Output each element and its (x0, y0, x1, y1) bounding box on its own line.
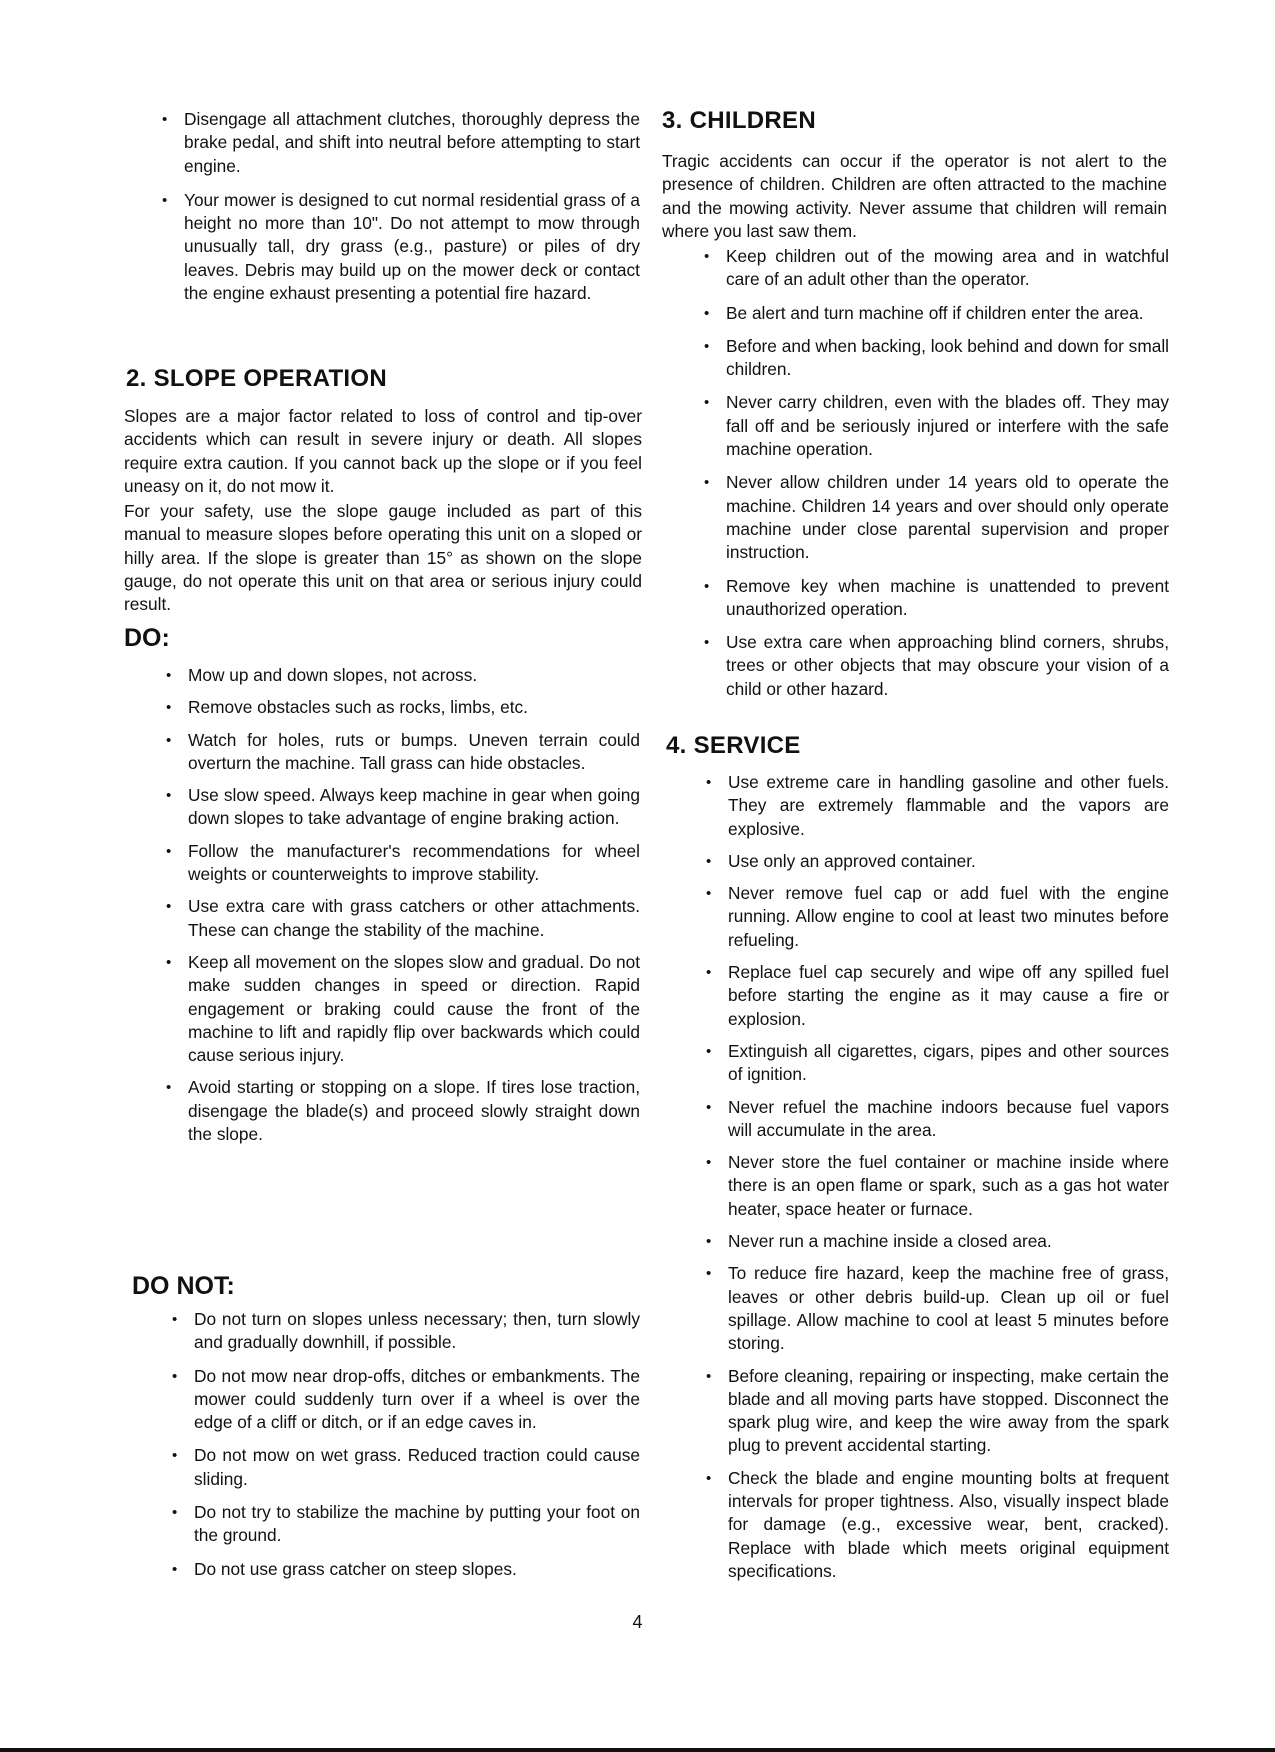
bullet-list (172, 1308, 640, 1581)
bullet-icon: • (166, 898, 172, 916)
list-item (166, 895, 640, 942)
slope-section (126, 364, 642, 394)
list-item (706, 1467, 1169, 1583)
list-item (704, 335, 1169, 382)
children-paragraph: Tragic accidents can occur if the operator is not alert to the presence of children. Children are often attracted to the machine and the mowing activity. Never assume that children will remain where you last saw them. (662, 151, 1167, 241)
page-number: 4 (632, 1612, 643, 1632)
list-item-text: Remove obstacles such as rocks, limbs, etc. (188, 697, 528, 718)
list-item (172, 1558, 640, 1581)
list-item-text: Do not use grass catcher on steep slopes. (194, 1558, 517, 1579)
bullet-list (162, 108, 640, 305)
list-item (706, 1365, 1169, 1458)
bullet-icon: • (706, 852, 712, 870)
list-item-text: Before and when backing, look behind and down for small children. (726, 335, 1169, 380)
bullet-icon: • (166, 787, 172, 805)
list-item-text: Do not mow near drop-offs, ditches or embankments. The mower could suddenly turn over if a wheel is over the edge of a cliff or ditch, or if an edge caves in. (194, 1365, 640, 1433)
bullet-icon: • (704, 634, 710, 652)
bullet-icon: • (704, 394, 710, 412)
service-list (706, 771, 1169, 1592)
list-item-text: Check the blade and engine mounting bolts at frequent intervals for proper tightness. Also, visually inspect blade for damage (e.g., excessive wear, bent, cracked). Replace with blade which meets original equipment specifications. (728, 1467, 1169, 1581)
list-item-text: Do not turn on slopes unless necessary; then, turn slowly and gradually downhill, if possible. (194, 1309, 640, 1353)
list-item-text: Watch for holes, ruts or bumps. Uneven terrain could overturn the machine. Tall grass can hide obstacles. (188, 729, 640, 773)
list-item-text: Never allow children under 14 years old to operate the machine. Children 14 years and over should only operate machine under close parental supervision and proper instruction. (726, 472, 1169, 563)
do-heading-block (124, 623, 324, 653)
list-item-text: Do not try to stabilize the machine by putting your foot on the ground. (194, 1502, 640, 1546)
bullet-icon: • (166, 731, 172, 749)
list-item (166, 696, 640, 719)
children-intro (662, 150, 1167, 245)
bullet-icon: • (172, 1447, 178, 1465)
list-item-text: Do not mow on wet grass. Reduced traction could cause sliding. (194, 1445, 640, 1489)
bullet-icon: • (706, 1469, 712, 1487)
bullet-icon: • (706, 1265, 712, 1283)
children-heading-block (662, 106, 1162, 136)
bullet-icon: • (166, 667, 172, 684)
list-item (166, 840, 640, 887)
list-item-text: Follow the manufacturer's recommendations for wheel weights or counterweights to improve stability. (188, 840, 640, 885)
list-item (166, 664, 640, 687)
bullet-icon: • (704, 337, 710, 355)
list-item-text: Use only an approved container. (728, 850, 976, 871)
list-item (704, 302, 1169, 325)
bullet-icon: • (704, 248, 710, 265)
bottom-rule (0, 1748, 1275, 1752)
bullet-icon: • (706, 774, 712, 791)
slope-paragraph-2: For your safety, use the slope gauge included as part of this manual to measure slopes before operating this unit on a sloped or hilly area. If the slope is greater than 15° as shown on the slope gauge, do not operate this unit on that area or serious injury could result. (124, 501, 642, 615)
list-item-text: Remove key when machine is unattended to prevent unauthorized operation. (726, 575, 1169, 619)
list-item (706, 1230, 1169, 1253)
bullet-icon: • (162, 111, 168, 128)
list-item (706, 1151, 1169, 1221)
list-item (704, 575, 1169, 622)
do-not-list (172, 1308, 640, 1591)
list-item (172, 1365, 640, 1435)
list-item (706, 882, 1169, 952)
list-item (166, 729, 640, 776)
list-item (704, 631, 1169, 701)
list-item (172, 1308, 640, 1355)
list-item (166, 951, 640, 1067)
list-item-text: Never store the fuel container or machine inside where there is an open flame or spark, such as a gas hot water heater, space heater or furnace. (728, 1152, 1169, 1219)
list-item-text: Disengage all attachment clutches, thoroughly depress the brake pedal, and shift into neutral before attempting to start engine. (184, 109, 640, 176)
bullet-list (166, 664, 640, 1146)
list-item (706, 1262, 1169, 1355)
list-item (706, 1096, 1169, 1143)
do-heading: DO: (124, 624, 170, 652)
list-item-text: Never refuel the machine indoors because fuel vapors will accumulate in the area. (728, 1096, 1169, 1140)
children-heading: 3. CHILDREN (662, 107, 816, 134)
list-item-text: Use extra care with grass catchers or other attachments. These can change the stability of the machine. (188, 896, 640, 940)
bullet-icon: • (166, 953, 172, 971)
do-not-heading-block (132, 1271, 432, 1301)
list-item-text: Extinguish all cigarettes, cigars, pipes and other sources of ignition. (728, 1040, 1169, 1085)
list-item-text: Replace fuel cap securely and wipe off any spilled fuel before starting the engine as it may cause a fire or explosion. (728, 962, 1169, 1029)
bullet-icon: • (706, 1098, 712, 1116)
list-item (162, 189, 640, 305)
bullet-icon: • (704, 577, 710, 595)
bullet-icon: • (706, 964, 712, 982)
slope-text (124, 405, 642, 619)
list-item (706, 961, 1169, 1031)
bullet-icon: • (704, 304, 710, 322)
list-item-text: Keep children out of the mowing area and in watchful care of an adult other than the operator. (726, 246, 1169, 290)
bullet-icon: • (166, 1079, 172, 1097)
bullet-list (704, 245, 1169, 701)
list-item-text: Your mower is designed to cut normal residential grass of a height no more than 10". Do not attempt to mow through unusually tall, dry grass (e.g., pasture) or piles of dry leaves. Debris may build up on the mower deck or contact the engine exhaust presenting a potential fire hazard. (184, 189, 640, 304)
bullet-icon: • (162, 191, 168, 209)
list-item-text: Use extreme care in handling gasoline and other fuels. They are extremely flammable and the vapors are explosive. (728, 772, 1169, 839)
list-item-text: Before cleaning, repairing or inspecting, make certain the blade and all moving parts have stopped. Disconnect the spark plug wire, and keep the wire away from the spark plug to prevent accidental starting. (728, 1365, 1169, 1456)
bullet-icon: • (706, 885, 712, 903)
list-item-text: Keep all movement on the slopes slow and gradual. Do not make sudden changes in speed or direction. Rapid engagement or braking could cause the front of the machine to lift and rapidly flip over backwards which could cause serious injury. (188, 951, 640, 1066)
service-heading-block (666, 731, 1066, 761)
list-item-text: To reduce fire hazard, keep the machine free of grass, leaves or other debris build-up. Clean up oil or fuel spillage. Allow machine to cool at least 5 minutes before storing. (728, 1263, 1169, 1354)
bullet-icon: • (166, 842, 172, 860)
list-item-text: Use slow speed. Always keep machine in gear when going down slopes to take advantage of engine braking action. (188, 785, 640, 829)
bullet-icon: • (706, 1233, 712, 1251)
list-item (172, 1501, 640, 1548)
list-item (704, 471, 1169, 564)
list-item-text: Use extra care when approaching blind corners, shrubs, trees or other objects that may obscure your vision of a child or other hazard. (726, 632, 1169, 699)
list-item (166, 1076, 640, 1146)
bullet-icon: • (166, 699, 172, 717)
children-list (704, 245, 1169, 711)
list-item (706, 1040, 1169, 1087)
do-list (166, 664, 640, 1155)
bullet-icon: • (704, 474, 710, 492)
list-item-text: Be alert and turn machine off if children enter the area. (726, 302, 1144, 323)
bullet-icon: • (706, 1042, 712, 1060)
bullet-icon: • (172, 1504, 178, 1522)
slope-paragraph-1: Slopes are a major factor related to loss of control and tip-over accidents which can result in severe injury or death. All slopes require extra caution. If you cannot back up the slope or if you feel uneasy on it, do not mow it. (124, 406, 642, 496)
slope-heading: 2. SLOPE OPERATION (126, 365, 387, 392)
list-item-text: Never carry children, even with the blades off. They may fall off and be seriously injured or interfere with the safe machine operation. (726, 392, 1169, 460)
bullet-icon: • (172, 1311, 178, 1328)
list-item (172, 1444, 640, 1491)
list-item-text: Never run a machine inside a closed area. (728, 1231, 1052, 1252)
list-item-text: Never remove fuel cap or add fuel with the engine running. Allow engine to cool at least two minutes before refueling. (728, 883, 1169, 950)
list-item (704, 391, 1169, 461)
list-item (706, 771, 1169, 841)
bullet-icon: • (172, 1560, 178, 1578)
list-item (166, 784, 640, 831)
list-item (162, 108, 640, 178)
list-item-text: Avoid starting or stopping on a slope. If tires lose traction, disengage the blade(s) and proceed slowly straight down the slope. (188, 1077, 640, 1145)
list-item (704, 245, 1169, 292)
bullet-icon: • (706, 1367, 712, 1385)
bullet-icon: • (706, 1154, 712, 1172)
bullet-list (706, 771, 1169, 1583)
list-item (706, 850, 1169, 873)
service-heading: 4. SERVICE (666, 732, 801, 759)
list-item-text: Mow up and down slopes, not across. (188, 665, 478, 685)
bullet-icon: • (172, 1367, 178, 1385)
do-not-heading: DO NOT: (132, 1272, 235, 1300)
intro-list (162, 108, 640, 316)
